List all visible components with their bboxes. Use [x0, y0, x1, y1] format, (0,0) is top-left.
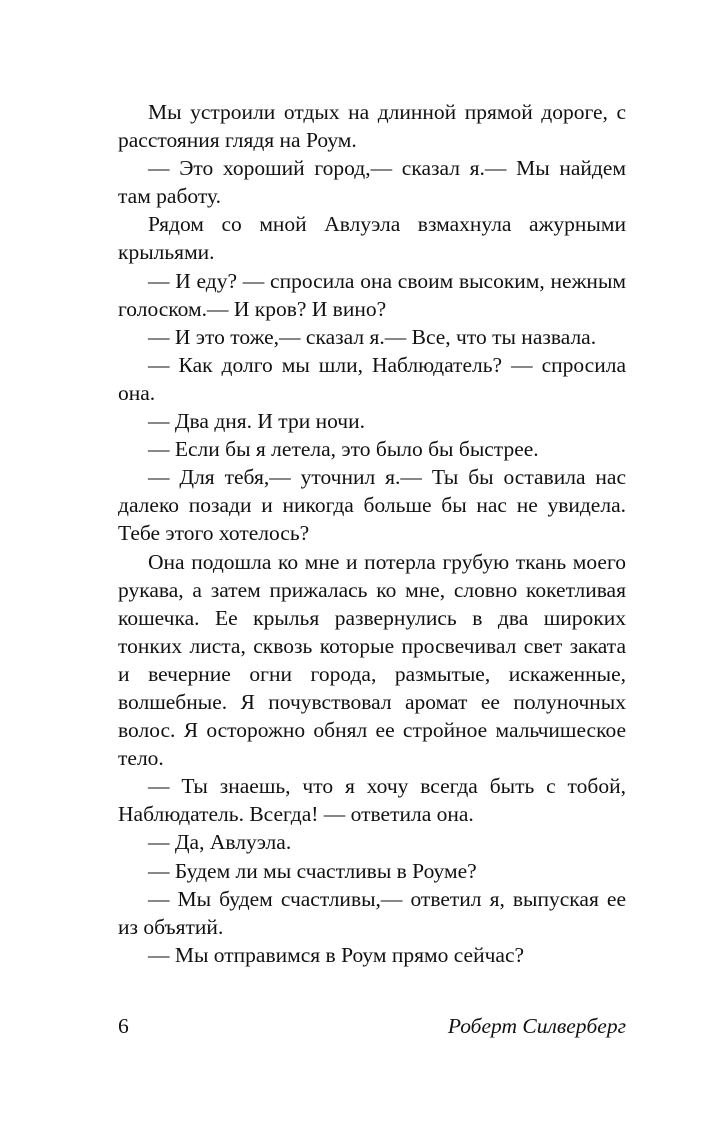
paragraph: — Мы отправимся в Роум прямо сейчас? — [148, 942, 525, 967]
page-number: 6 — [118, 1014, 129, 1038]
paragraph: — Это хороший город,— сказал я.— Мы найдем там работу. — [118, 156, 626, 209]
paragraph: — Мы будем счастливы,— ответил я, выпуская ее из объятий. — [118, 886, 626, 939]
paragraph: Мы устроили отдых на длинной прямой дороге, с расстояния глядя на Роум. — [118, 100, 626, 153]
paragraph: Она подошла ко мне и потерла грубую ткань моего рукава, а затем прижалась ко мне, словно кокетливая кошечка. Ее крылья развернулись в два широких тонких листа, сквозь которые просвечивал свет заката и вечерние огни города, размытые, искаженные, волшебные. Я почувствовал аромат ее полуночных волос. Я осторожно обнял ее стройное мальчишеское тело. — [118, 549, 626, 771]
running-title: Роберт Силверберг — [447, 1014, 626, 1038]
paragraph: — Как долго мы шли, Наблюдатель? — спросила она. — [118, 352, 626, 405]
paragraph: — Да, Авлуэла. — [148, 830, 292, 855]
paragraph: — И это тоже,— сказал я.— Все, что ты назвала. — [148, 324, 597, 349]
paragraph: — Ты знаешь, что я хочу всегда быть с тобой, Наблюдатель. Всегда! — ответила она. — [118, 774, 626, 827]
paragraph: — Два дня. И три ночи. — [148, 409, 365, 434]
body-text — [118, 98, 626, 969]
paragraph: — Будем ли мы счастливы в Роуме? — [148, 858, 477, 883]
paragraph: — Если бы я летела, это было бы быстрее. — [148, 437, 539, 462]
page-footer — [118, 1011, 626, 1041]
paragraph: Рядом со мной Авлуэла взмахнула ажурными крыльями. — [118, 212, 626, 265]
paragraph: — Для тебя,— уточнил я.— Ты бы оставила нас далеко позади и никогда больше бы нас не увидела. Тебе этого хотелось? — [118, 465, 626, 546]
paragraph: — И еду? — спросила она своим высоким, нежным голоском.— И кров? И вино? — [118, 268, 626, 321]
